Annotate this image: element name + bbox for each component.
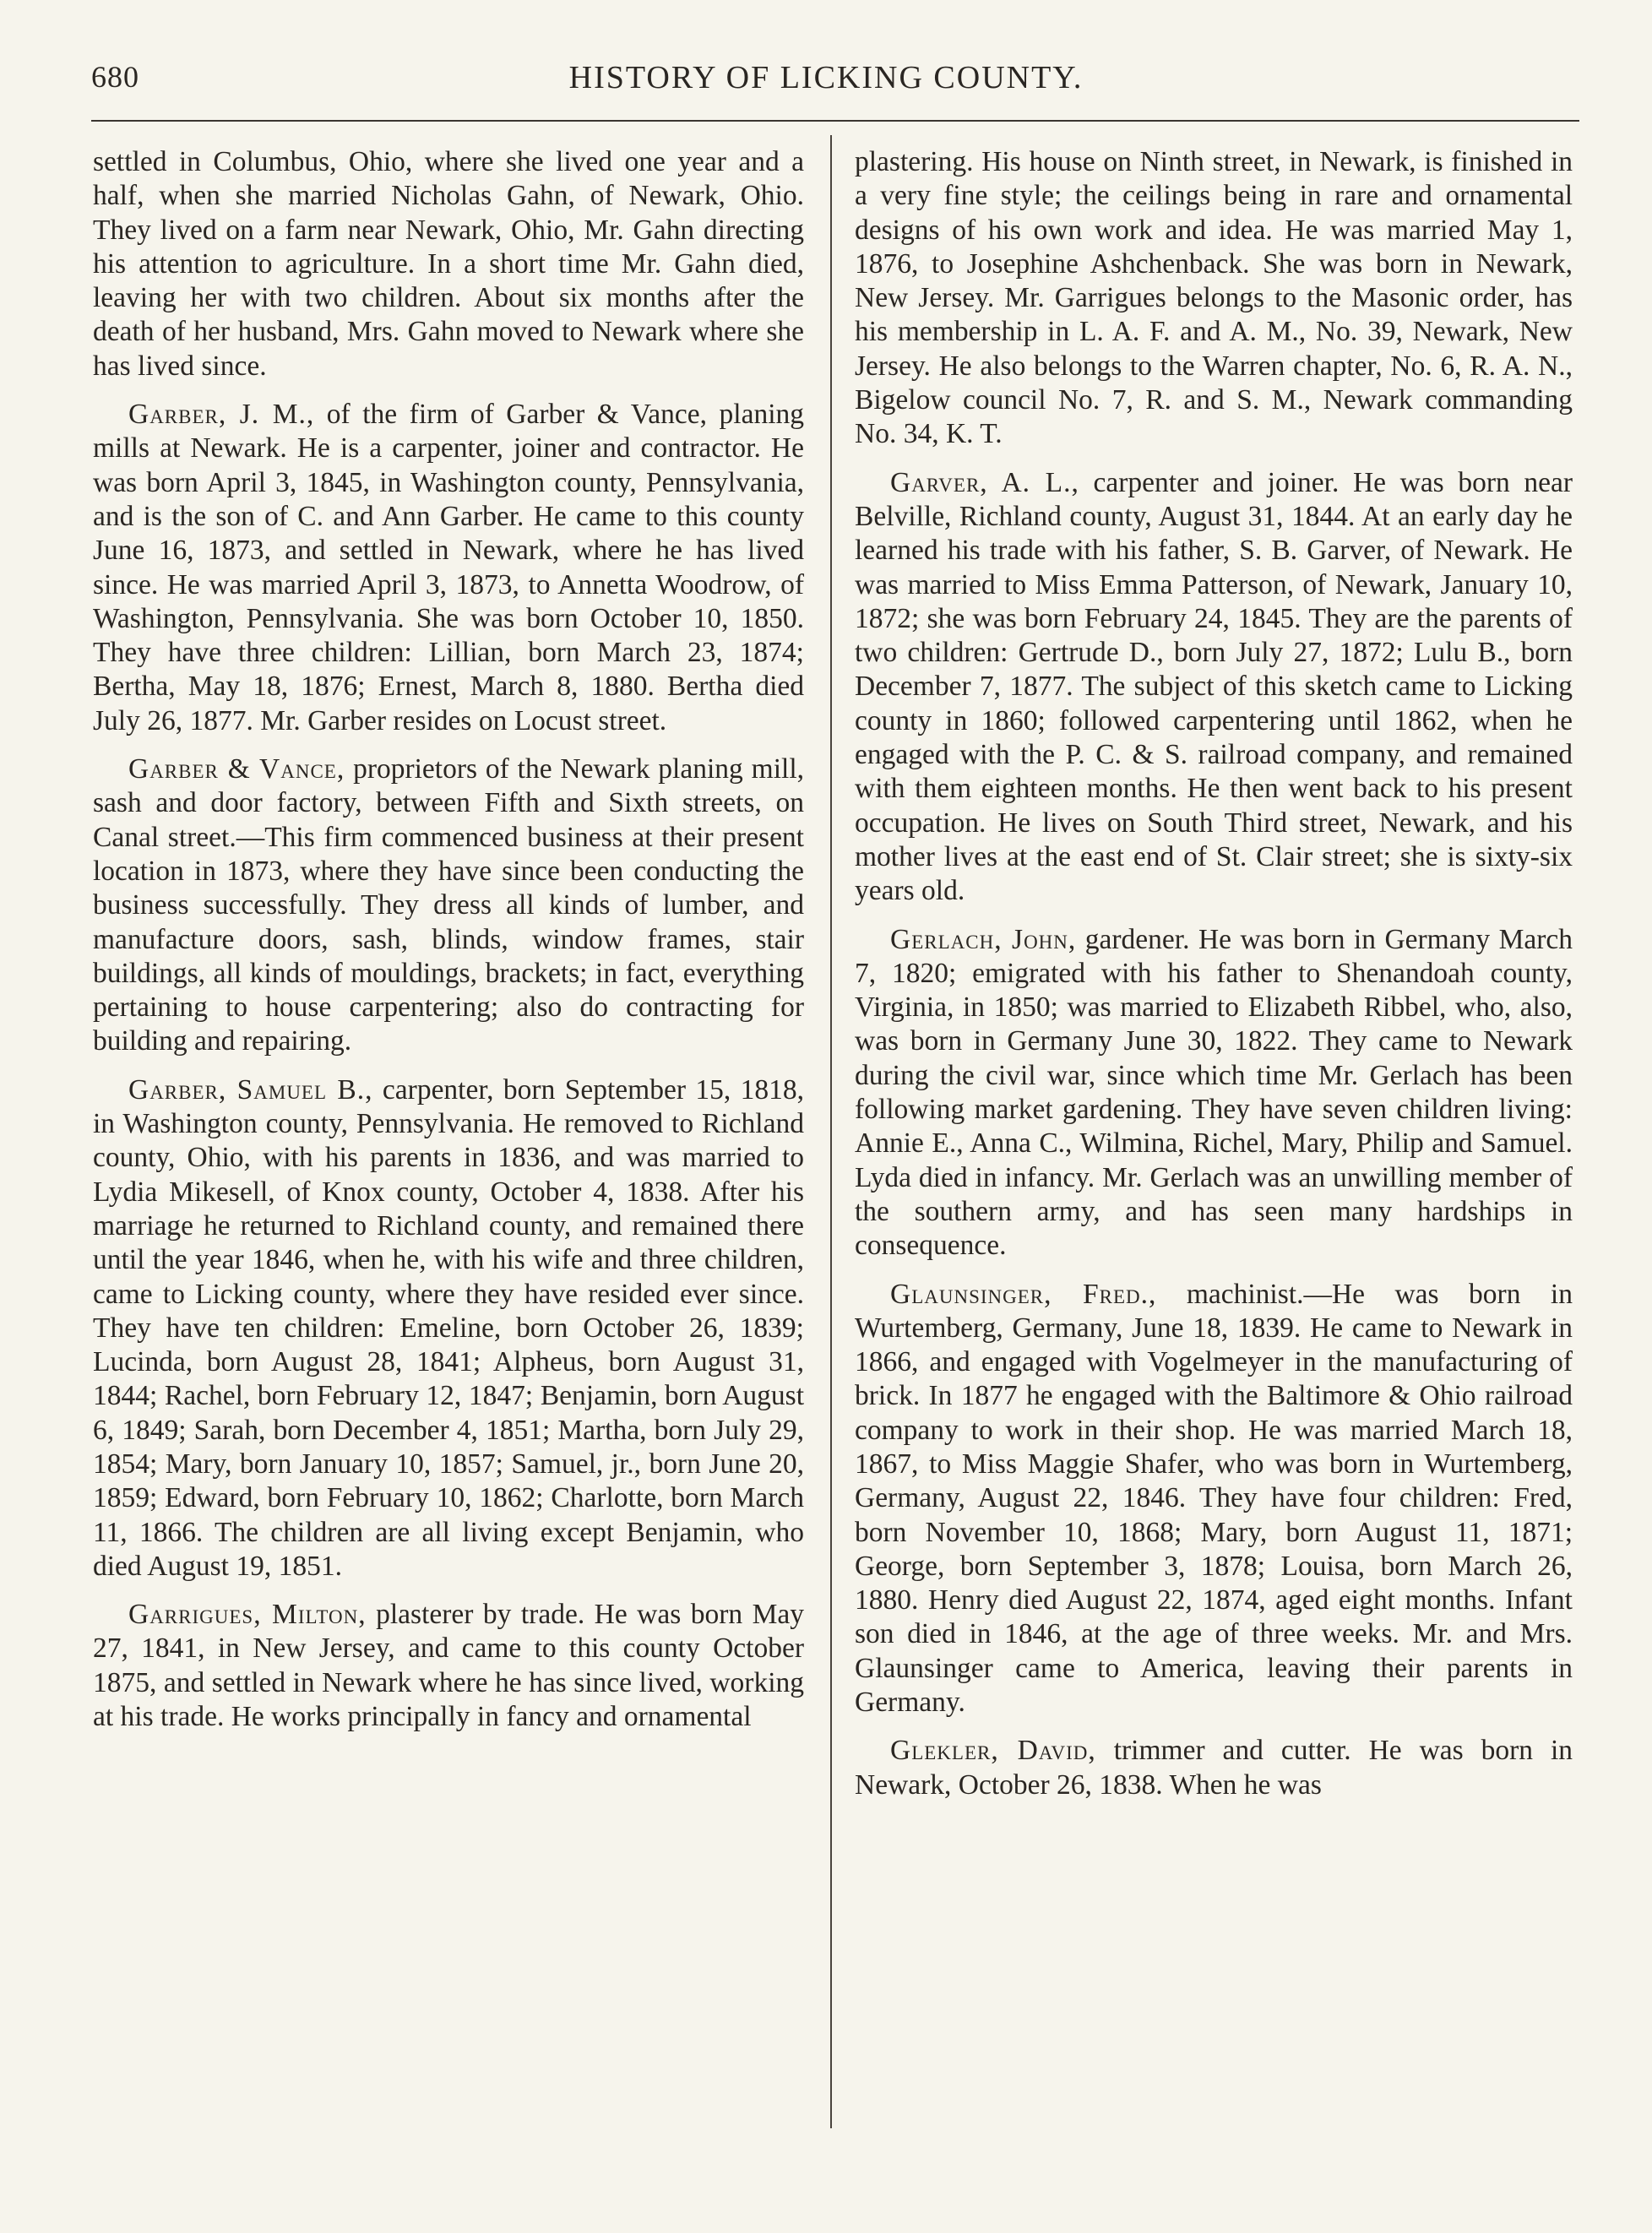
biography-entry [93, 1598, 804, 1734]
right-column [855, 145, 1573, 1817]
left-column [93, 145, 804, 1748]
entry-name: Garver, A. L., [890, 466, 1079, 498]
entry-text: carpenter and joiner. He was born near Belville, Richland county, August 31, 1844. At an early day he learned his trade with his father, S. B. Garver, of Newark. He was married to Miss Emma Patterson, of Newark, January 10, 1872; she was born February 24, 1845. They are the parents of two children: Gertrude D., born July 27, 1872; Lulu B., born December 7, 1877. The subject of this sketch came to Licking county in 1860; followed carpentering until 1862, when he engaged with the P. C. & S. railroad company, and remained with them eighteen months. He then went back to his present occupation. He lives on South Third street, Newark, and his mother lives at the east end of St. Clair street; she is sixty-six years old. [855, 466, 1573, 907]
entry-text: plastering. His house on Ninth street, in Newark, is finished in a very fine style; the ceilings being in rare and ornamental designs of his own work and idea. He was married May 1, 1876, to Josephine Ashchenback. She was born in Newark, New Jersey. Mr. Garrigues belongs to the Masonic order, has his membership in L. A. F. and A. M., No. 39, Newark, New Jersey. He also belongs to the Warren chapter, No. 6, R. A. N., Bigelow council No. 7, R. and S. M., Newark commanding No. 34, K. T. [855, 146, 1573, 450]
entry-text: proprietors of the Newark planing mill, sash and door factory, between Fifth and Sixth streets, on Canal street.—This firm commenced business at their present location in 1873, where they have since been conducting the business successfully. They dress all kinds of lumber, and manufacture doors, sash, blinds, window frames, stair buildings, all kinds of mouldings, brackets; in fact, everything pertaining to house carpentering; also do contracting for building and repairing. [93, 753, 804, 1057]
entry-text: carpenter, born September 15, 1818, in Washington county, Pennsylvania. He removed to Richland county, Ohio, with his parents in 1836, and was married to Lydia Mikesell, of Knox county, October 4, 1838. After his marriage he returned to Richland county, and remained there until the year 1846, when he, with his wife and three children, came to Licking county, where they have resided ever since. They have ten children: Emeline, born October 26, 1839; Lucinda, born August 28, 1841; Alpheus, born August 31, 1844; Rachel, born February 12, 1847; Benjamin, born August 6, 1849; Sarah, born December 4, 1851; Martha, born July 29, 1854; Mary, born January 10, 1857; Samuel, jr., born June 20, 1859; Edward, born February 10, 1862; Charlotte, born March 11, 1866. The children are all living except Benjamin, who died August 19, 1851. [93, 1073, 805, 1582]
entry-name: Garber, Samuel B., [128, 1073, 373, 1106]
entry-name: Garber, J. M., [128, 399, 315, 431]
biography-entry [93, 752, 804, 1059]
entry-name: Gerlach, John, [890, 923, 1077, 955]
entry-text: settled in Columbus, Ohio, where she lived one year and a half, when she married Nicholas Gahn, of Newark, Ohio. They lived on a farm near Newark, Ohio, Mr. Gahn directing his attention to agriculture. In a short time Mr. Gahn died, leaving her with two children. About six months after the death of her husband, Mrs. Gahn moved to Newark where she has lived since. [93, 146, 804, 382]
entry-name: Garrigues, Milton, [128, 1599, 367, 1631]
biography-entry [93, 1073, 804, 1584]
entry-text: of the firm of Garber & Vance, planing mills at Newark. He is a carpenter, joiner and contractor. He was born April 3, 1845, in Washington county, Pennsylvania, and is the son of C. and Ann Garber. He came to this county June 16, 1873, and settled in Newark, where he has lived since. He was married April 3, 1873, to Annetta Woodrow, of Washington, Pennsylvania. She was born October 10, 1850. They have three children: Lillian, born March 23, 1874; Bertha, May 18, 1876; Ernest, March 8, 1880. Bertha died July 26, 1877. Mr. Garber resides on Locust street. [93, 399, 804, 736]
biography-entry [855, 923, 1573, 1263]
entry-name: Glaunsinger, Fred., [890, 1278, 1157, 1310]
biography-entry [855, 1278, 1573, 1720]
entry-text: trimmer and cutter. He was born in Newark, October 26, 1838. When he was [855, 1735, 1573, 1801]
biography-entry [855, 466, 1573, 909]
entry-name: Garber & Vance, [128, 753, 345, 785]
biography-entry [93, 145, 804, 383]
running-title: HISTORY OF LICKING COUNTY. [568, 60, 1084, 95]
biography-entry [855, 1734, 1573, 1802]
column-divider [830, 135, 832, 2128]
entry-text: machinist.—He was born in Wurtemberg, Germany, June 18, 1839. He came to Newark in 1866, and engaged with Vogelmeyer in the manufacturing of brick. In 1877 he engaged with the Baltimore & Ohio railroad company to work in their shop. He was married March 18, 1867, to Miss Maggie Shafer, who was born in Wurtemberg, Germany, August 22, 1846. They have four children: Fred, born November 10, 1868; Mary, born August 11, 1871; George, born September 3, 1878; Louisa, born March 26, 1880. Henry died August 22, 1874, aged eight months. Infant son died in 1846, at the age of three weeks. Mr. and Mrs. Glaunsinger came to America, leaving their parents in Germany. [855, 1278, 1573, 1719]
page-number: 680 [91, 60, 139, 94]
entry-text: plasterer by trade. He was born May 27, 1841, in New Jersey, and came to this county October 1875, and settled in Newark where he has since lived, working at his trade. He works principally in fancy and ornamental [93, 1599, 804, 1733]
header-rule [91, 120, 1579, 122]
biography-entry [855, 145, 1573, 452]
entry-text: gardener. He was born in Germany March 7, 1820; emigrated with his father to Shenandoah county, Virginia, in 1850; was married to Elizabeth Ribbel, who, also, was born in Germany June 30, 1822. They came to Newark during the civil war, since which time Mr. Gerlach has been following market gardening. They have seven children living: Annie E., Anna C., Wilmina, Richel, Mary, Philip and Samuel. Lyda died in infancy. Mr. Gerlach was an unwilling member of the southern army, and has seen many hardships in consequence. [855, 923, 1573, 1262]
entry-name: Glekler, David, [890, 1735, 1096, 1767]
biography-entry [93, 398, 804, 738]
page-header [91, 59, 1561, 110]
